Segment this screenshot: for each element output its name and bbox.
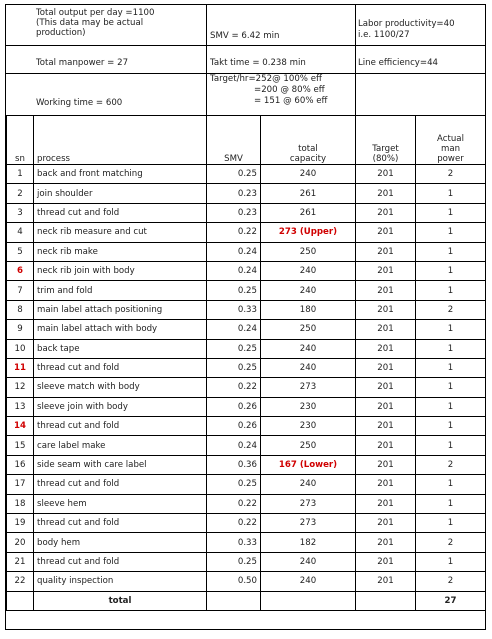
cell-process: neck rib make: [34, 242, 207, 261]
cell-smv: 0.24: [207, 261, 261, 280]
cell-smv: 0.26: [207, 417, 261, 436]
cell-capacity: 240: [261, 572, 356, 591]
total-label: total: [34, 591, 207, 610]
cell-target: 201: [356, 358, 416, 377]
cell-sn: 13: [7, 397, 34, 416]
cell-target: 201: [356, 572, 416, 591]
cell-sn: 4: [7, 223, 34, 242]
cell-target: 201: [356, 455, 416, 474]
cell-capacity: 240: [261, 165, 356, 184]
cell-sn: 16: [7, 455, 34, 474]
cell-target: 201: [356, 494, 416, 513]
total-row: [7, 591, 486, 610]
cell-process: back tape: [34, 339, 207, 358]
cell-capacity: 273: [261, 378, 356, 397]
cell-manpower: 1: [416, 320, 486, 339]
cell-process: main label attach positioning: [34, 300, 207, 319]
col-smv-header: SMV: [207, 116, 261, 165]
cell-target: 201: [356, 514, 416, 533]
col-target-line1: Target: [372, 144, 399, 154]
table-row: [7, 223, 486, 242]
cell-process: thread cut and fold: [34, 417, 207, 436]
cell-capacity: 273: [261, 494, 356, 513]
cell-target: 201: [356, 533, 416, 552]
cell-capacity: 167 (Lower): [261, 455, 356, 474]
line-efficiency-text: Line efficiency=44: [358, 58, 439, 68]
cell-manpower: 2: [416, 533, 486, 552]
cell-sn: 8: [7, 300, 34, 319]
cell-target: 201: [356, 417, 416, 436]
col-sn-header: sn: [7, 116, 34, 165]
cell-manpower: 2: [416, 300, 486, 319]
cell-smv: 0.23: [207, 184, 261, 203]
cell-capacity: 180: [261, 300, 356, 319]
cell-manpower: 1: [416, 223, 486, 242]
table-row: [7, 552, 486, 571]
cell-target: 201: [356, 165, 416, 184]
cell-capacity: 250: [261, 320, 356, 339]
cell-smv: 0.33: [207, 533, 261, 552]
cell-smv: 0.24: [207, 320, 261, 339]
cell-manpower: 1: [416, 397, 486, 416]
cell-capacity: 240: [261, 339, 356, 358]
cell-sn: 6: [7, 261, 34, 280]
col-target-line2: (80%): [372, 154, 399, 164]
table-row: [7, 358, 486, 377]
cell-target: 201: [356, 203, 416, 222]
cell-manpower: 1: [416, 261, 486, 280]
table-row: [7, 417, 486, 436]
table-row: [7, 475, 486, 494]
cell-process: neck rib measure and cut: [34, 223, 207, 242]
cell-target: 201: [356, 184, 416, 203]
table-row: [7, 378, 486, 397]
cell-target: 201: [356, 397, 416, 416]
table-row: [7, 514, 486, 533]
total-output-note: production): [36, 28, 86, 38]
cell-process: thread cut and fold: [34, 475, 207, 494]
col-manpower-line2: man: [440, 144, 461, 154]
cell-smv: 0.36: [207, 455, 261, 474]
cell-sn: 2: [7, 184, 34, 203]
cell-capacity: 273: [261, 514, 356, 533]
table-row: [7, 184, 486, 203]
cell-process: join shoulder: [34, 184, 207, 203]
cell-manpower: 2: [416, 572, 486, 591]
cell-sn: 11: [7, 358, 34, 377]
cell-capacity: 240: [261, 358, 356, 377]
cell-process: body hem: [34, 533, 207, 552]
cell-capacity: 230: [261, 417, 356, 436]
table-row: [7, 165, 486, 184]
cell-sn: 18: [7, 494, 34, 513]
labor-productivity-text: Labor productivity=40: [358, 19, 455, 29]
cell-target: 201: [356, 242, 416, 261]
takt-time-text: Takt time = 0.238 min: [210, 58, 306, 68]
cell-sn: 15: [7, 436, 34, 455]
cell-manpower: 1: [416, 242, 486, 261]
cell-process: care label make: [34, 436, 207, 455]
cell-sn: 1: [7, 165, 34, 184]
total-sn-empty: [7, 591, 34, 610]
table-row: [7, 533, 486, 552]
cell-target: 201: [356, 475, 416, 494]
total-target-empty: [356, 591, 416, 610]
cell-process: quality inspection: [34, 572, 207, 591]
cell-smv: 0.24: [207, 436, 261, 455]
labor-productivity-formula: i.e. 1100/27: [358, 30, 410, 40]
cell-process: side seam with care label: [34, 455, 207, 474]
line-balancing-sheet: [5, 4, 486, 630]
total-output-note: (This data may be actual: [36, 18, 144, 28]
cell-target: 201: [356, 281, 416, 300]
col-manpower-line1: Actual: [437, 134, 464, 144]
table-row: [7, 300, 486, 319]
cell-capacity: 261: [261, 203, 356, 222]
table-row: [7, 436, 486, 455]
cell-capacity: 261: [261, 184, 356, 203]
col-capacity-line2: capacity: [289, 154, 327, 164]
target-80-text: =200 @ 80% eff: [254, 85, 325, 95]
total-manpower: 27: [416, 591, 486, 610]
cell-manpower: 1: [416, 436, 486, 455]
smv-total-text: SMV = 6.42 min: [210, 31, 280, 41]
cell-process: neck rib join with body: [34, 261, 207, 280]
cell-manpower: 1: [416, 552, 486, 571]
cell-capacity: 240: [261, 552, 356, 571]
cell-capacity: 273 (Upper): [261, 223, 356, 242]
table-row: [7, 339, 486, 358]
cell-sn: 12: [7, 378, 34, 397]
col-manpower-line3: power: [437, 154, 464, 164]
table-row: [7, 320, 486, 339]
cell-manpower: 1: [416, 417, 486, 436]
table-row: [7, 281, 486, 300]
cell-target: 201: [356, 223, 416, 242]
cell-manpower: 1: [416, 378, 486, 397]
cell-sn: 19: [7, 514, 34, 533]
cell-capacity: 250: [261, 436, 356, 455]
header-divider: [6, 45, 485, 46]
cell-process: thread cut and fold: [34, 203, 207, 222]
cell-sn: 22: [7, 572, 34, 591]
cell-process: thread cut and fold: [34, 552, 207, 571]
cell-smv: 0.22: [207, 514, 261, 533]
cell-target: 201: [356, 378, 416, 397]
col-manpower-header: [416, 116, 486, 165]
cell-target: 201: [356, 552, 416, 571]
cell-capacity: 240: [261, 261, 356, 280]
cell-smv: 0.22: [207, 378, 261, 397]
total-manpower-text: Total manpower = 27: [36, 58, 129, 68]
total-smv-empty: [207, 591, 261, 610]
cell-manpower: 1: [416, 184, 486, 203]
cell-smv: 0.26: [207, 397, 261, 416]
cell-manpower: 1: [416, 339, 486, 358]
cell-process: thread cut and fold: [34, 358, 207, 377]
cell-smv: 0.25: [207, 475, 261, 494]
cell-target: 201: [356, 261, 416, 280]
cell-smv: 0.23: [207, 203, 261, 222]
cell-smv: 0.25: [207, 358, 261, 377]
process-table: [6, 115, 486, 611]
col-capacity-line1: total: [298, 144, 318, 154]
table-row: [7, 261, 486, 280]
table-row: [7, 572, 486, 591]
cell-manpower: 1: [416, 514, 486, 533]
cell-smv: 0.25: [207, 552, 261, 571]
cell-manpower: 1: [416, 281, 486, 300]
cell-capacity: 240: [261, 281, 356, 300]
summary-header: [6, 5, 485, 115]
cell-sn: 14: [7, 417, 34, 436]
table-row: [7, 494, 486, 513]
cell-sn: 17: [7, 475, 34, 494]
cell-smv: 0.24: [207, 242, 261, 261]
total-capacity-empty: [261, 591, 356, 610]
header-divider: [206, 5, 207, 115]
cell-process: thread cut and fold: [34, 514, 207, 533]
working-time-text: Working time = 600: [36, 98, 123, 108]
col-target-header: [356, 116, 416, 165]
cell-capacity: 240: [261, 475, 356, 494]
cell-smv: 0.25: [207, 165, 261, 184]
table-row: [7, 455, 486, 474]
cell-sn: 10: [7, 339, 34, 358]
cell-process: sleeve join with body: [34, 397, 207, 416]
cell-smv: 0.25: [207, 339, 261, 358]
cell-capacity: 182: [261, 533, 356, 552]
cell-manpower: 2: [416, 455, 486, 474]
cell-smv: 0.25: [207, 281, 261, 300]
col-process-header: process: [34, 116, 207, 165]
cell-sn: 7: [7, 281, 34, 300]
cell-smv: 0.50: [207, 572, 261, 591]
cell-process: trim and fold: [34, 281, 207, 300]
table-row: [7, 203, 486, 222]
table-header-row: [7, 116, 486, 165]
total-output-text: Total output per day =1100: [36, 8, 155, 18]
target-60-text: = 151 @ 60% eff: [254, 96, 328, 106]
cell-process: sleeve match with body: [34, 378, 207, 397]
header-divider: [355, 5, 356, 115]
cell-process: back and front matching: [34, 165, 207, 184]
cell-sn: 9: [7, 320, 34, 339]
cell-process: sleeve hem: [34, 494, 207, 513]
cell-manpower: 1: [416, 203, 486, 222]
col-capacity-header: [261, 116, 356, 165]
cell-capacity: 250: [261, 242, 356, 261]
cell-target: 201: [356, 436, 416, 455]
cell-sn: 3: [7, 203, 34, 222]
cell-target: 201: [356, 320, 416, 339]
cell-target: 201: [356, 339, 416, 358]
table-row: [7, 397, 486, 416]
cell-smv: 0.22: [207, 494, 261, 513]
cell-sn: 21: [7, 552, 34, 571]
cell-sn: 5: [7, 242, 34, 261]
cell-manpower: 1: [416, 475, 486, 494]
cell-smv: 0.33: [207, 300, 261, 319]
cell-capacity: 230: [261, 397, 356, 416]
target-100-text: Target/hr=252@ 100% eff: [210, 74, 322, 84]
cell-manpower: 1: [416, 358, 486, 377]
cell-target: 201: [356, 300, 416, 319]
cell-manpower: 2: [416, 165, 486, 184]
cell-sn: 20: [7, 533, 34, 552]
cell-smv: 0.22: [207, 223, 261, 242]
table-row: [7, 242, 486, 261]
cell-process: main label attach with body: [34, 320, 207, 339]
cell-manpower: 1: [416, 494, 486, 513]
